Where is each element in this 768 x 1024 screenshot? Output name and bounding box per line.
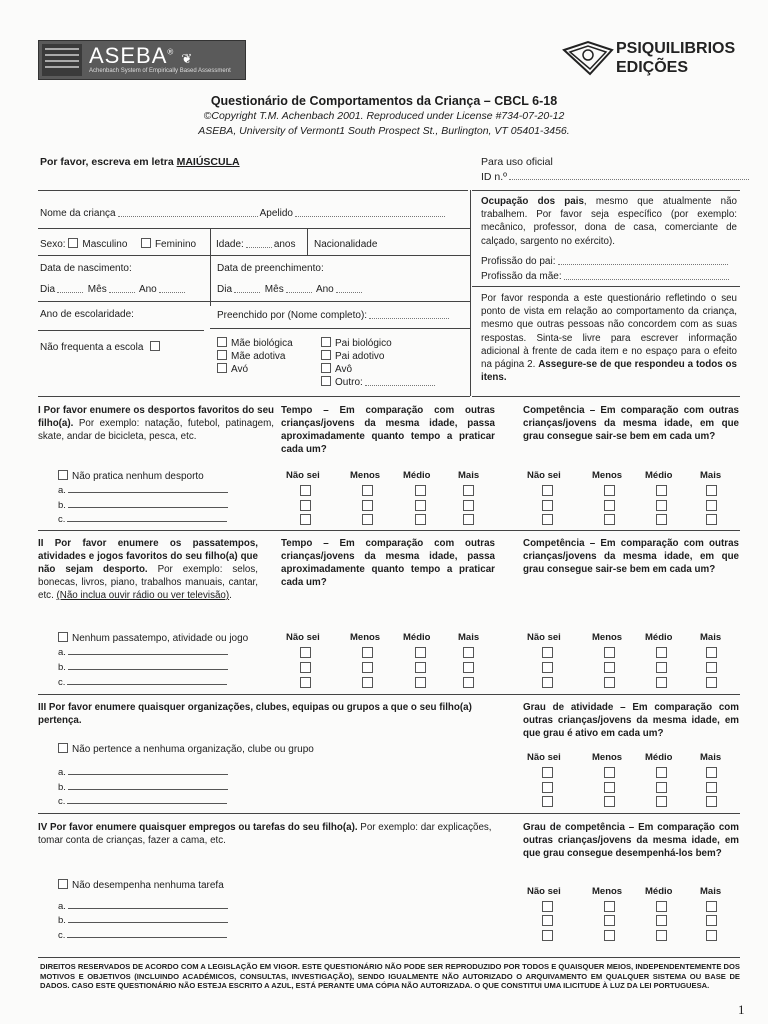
publisher-name-line2: EDIÇÕES [616, 59, 689, 76]
s3-label-dont-know: Não sei [527, 752, 561, 763]
s2-time-label-more: Mais [458, 632, 480, 643]
section-3-none-label: Não pertence a nenhuma organização, clube ou grupo [72, 744, 314, 755]
answer-instructions [481, 292, 737, 384]
section-3-none-checkbox[interactable] [58, 743, 68, 753]
section-2-question [38, 537, 258, 602]
section-2-competence-question: Competência – Em comparação com outras crianças/jovens da mesma idade, em que grau consegue sair-se bem em cada um? [523, 538, 739, 575]
section-2-item-c[interactable] [58, 677, 229, 688]
relation-right-group [321, 337, 437, 389]
s4-b-dontknow[interactable] [542, 915, 553, 926]
s2-comp-label-average: Médio [645, 632, 673, 643]
section-4-none-option [58, 879, 224, 892]
s4-b-more[interactable] [706, 915, 717, 926]
biological-mother-checkbox[interactable] [217, 337, 227, 347]
section-4-none-label: Não desempenha nenhuma tarefa [72, 880, 224, 891]
father-job-label: Profissão do pai: [481, 256, 556, 267]
section-4-competence-question: Grau de competência – Em comparação com outras crianças/jovens da mesma idade, em que grau consegue desempenhá-los bem? [523, 822, 739, 859]
other-label: Outro: [335, 377, 363, 388]
section-3-divider [38, 813, 740, 814]
nationality-field[interactable] [314, 238, 377, 251]
s4-c-dontknow[interactable] [542, 930, 553, 941]
s1-comp-a-average[interactable] [656, 485, 667, 496]
s2-comp-a-less[interactable] [604, 647, 615, 658]
s2-time-a-more[interactable] [463, 647, 474, 658]
letter-b: b. [58, 662, 66, 673]
s2-time-c-less[interactable] [362, 677, 373, 688]
s1-time-label-dont-know: Não sei [286, 470, 320, 481]
s2-comp-c-dontknow[interactable] [542, 677, 553, 688]
biological-father-checkbox[interactable] [321, 337, 331, 347]
s1-comp-label-less: Menos [592, 470, 623, 481]
s1-comp-b-dontknow[interactable] [542, 500, 553, 511]
nationality-label: Nacionalidade [314, 239, 378, 250]
form-column-divider [470, 190, 471, 396]
other-checkbox[interactable] [321, 376, 331, 386]
section-1-item-a[interactable] [58, 485, 230, 496]
s2-time-a-dontknow[interactable] [300, 647, 311, 658]
s3-a-average[interactable] [656, 767, 667, 778]
birth-month-label: Mês [87, 284, 107, 295]
section-4-none-checkbox[interactable] [58, 879, 68, 889]
s4-label-average: Médio [645, 886, 673, 897]
instructions-text: Por favor responda a este questionário refletindo o seu ponto de vista em relação ao comportamento da criança, mesmo que outras pessoas não concordem com as suas respostas. Sinta-se livre para escrever informação adicional à frente de cada item e no espaço para o efeito na página 2. [481, 293, 737, 371]
letter-a: a. [58, 901, 66, 912]
child-name-field[interactable] [40, 207, 447, 220]
s3-b-more[interactable] [706, 782, 717, 793]
s1-time-c-less[interactable] [362, 514, 373, 525]
s1-time-a-average[interactable] [415, 485, 426, 496]
capital-letters-instruction [40, 156, 240, 168]
s1-time-b-dontknow[interactable] [300, 500, 311, 511]
adoptive-father-label: Pai adotivo [335, 351, 385, 362]
s1-time-label-average: Médio [403, 470, 431, 481]
grandmother-checkbox[interactable] [217, 363, 227, 373]
s4-c-average[interactable] [656, 930, 667, 941]
not-school-label: Não frequenta a escola [40, 342, 144, 353]
s1-time-b-average[interactable] [415, 500, 426, 511]
form-bottom-rule [38, 396, 470, 397]
section-1-none-label: Não pratica nenhum desporto [72, 471, 204, 482]
filled-by-label: Preenchido por (Nome completo): [217, 310, 368, 321]
instruction-caps: MAIÚSCULA [176, 156, 240, 168]
section-4-question [38, 821, 498, 847]
s1-comp-label-average: Médio [645, 470, 673, 481]
male-label: Masculino [82, 239, 128, 250]
section-3-activity-question: Grau de atividade – Em comparação com outras crianças/jovens da mesma idade, em que grau é ativo em cada um? [523, 702, 739, 739]
s2-time-b-less[interactable] [362, 662, 373, 673]
aseba-logo [38, 40, 246, 80]
s2-time-c-dontknow[interactable] [300, 677, 311, 688]
s1-comp-a-dontknow[interactable] [542, 485, 553, 496]
instruction-prefix: Por favor, escreva em letra [40, 156, 177, 168]
adoptive-mother-checkbox[interactable] [217, 350, 227, 360]
school-year-line[interactable] [38, 330, 204, 331]
section-4-item-a[interactable] [58, 901, 230, 912]
s3-b-dontknow[interactable] [542, 782, 553, 793]
sex-label: Sexo: [40, 239, 66, 250]
fill-date-field[interactable] [217, 283, 364, 296]
fill-month-label: Mês [264, 284, 284, 295]
relation-left-group [217, 337, 293, 376]
section-1-question [38, 404, 274, 443]
letter-b: b. [58, 782, 66, 793]
s4-a-more[interactable] [706, 901, 717, 912]
section-4-rest: Por exemplo: dar explicações, tomar conta de crianças, fazer a cama, etc. [38, 822, 492, 846]
section-1-item-b[interactable] [58, 500, 230, 511]
s2-comp-a-dontknow[interactable] [542, 647, 553, 658]
official-use-label: Para uso oficial [481, 156, 553, 168]
id-field[interactable] [481, 171, 751, 183]
s1-time-c-more[interactable] [463, 514, 474, 525]
s2-comp-b-more[interactable] [706, 662, 717, 673]
section-3-item-c[interactable] [58, 796, 229, 807]
aseba-logo-text: ASEBA [89, 43, 168, 68]
s2-time-c-more[interactable] [463, 677, 474, 688]
s3-label-average: Médio [645, 752, 673, 763]
s2-comp-label-dont-know: Não sei [527, 632, 561, 643]
s4-a-less[interactable] [604, 901, 615, 912]
s3-b-average[interactable] [656, 782, 667, 793]
s4-b-average[interactable] [656, 915, 667, 926]
section-4-item-b[interactable] [58, 915, 230, 926]
section-2-underlined: (Não inclua ouvir rádio ou ver televisão) [56, 590, 230, 601]
letter-a: a. [58, 647, 66, 658]
female-label: Feminino [154, 239, 197, 250]
s2-time-a-average[interactable] [415, 647, 426, 658]
section-2-end: . [229, 590, 232, 601]
letter-a: a. [58, 767, 66, 778]
section-3-question: III Por favor enumere quaisquer organizações, clubes, equipas ou grupos a que o seu filho(a) pertença. [38, 702, 472, 726]
fill-day-label: Dia [217, 284, 233, 295]
s3-c-dontknow[interactable] [542, 796, 553, 807]
section-1-item-c[interactable] [58, 514, 229, 525]
s2-time-b-more[interactable] [463, 662, 474, 673]
s3-c-less[interactable] [604, 796, 615, 807]
section-3-none-option [58, 743, 314, 756]
s1-comp-label-dont-know: Não sei [527, 470, 561, 481]
section-1-bold: I Por favor enumere os desportos favoritos do seu filho(a). [38, 405, 274, 429]
s1-time-a-more[interactable] [463, 485, 474, 496]
child-name-label: Nome da criança [40, 208, 116, 219]
registered-mark: ® [167, 47, 175, 57]
section-4-item-c[interactable] [58, 930, 229, 941]
age-label: Idade: [216, 239, 244, 250]
s4-c-more[interactable] [706, 930, 717, 941]
letter-c: c. [58, 930, 66, 941]
s1-comp-c-dontknow[interactable] [542, 514, 553, 525]
s2-comp-c-less[interactable] [604, 677, 615, 688]
s2-comp-label-more: Mais [700, 632, 722, 643]
female-checkbox[interactable] [141, 238, 151, 248]
publisher-name-line1: PSIQUILIBRIOS [616, 40, 736, 57]
section-4-bold: IV Por favor enumere quaisquer empregos ou tarefas do seu filho(a). [38, 822, 358, 833]
s2-comp-b-dontknow[interactable] [542, 662, 553, 673]
id-label: ID n.º [481, 171, 508, 183]
s1-time-label-more: Mais [458, 470, 480, 481]
adoptive-mother-label: Mãe adotiva [231, 351, 286, 362]
s1-time-a-less[interactable] [362, 485, 373, 496]
page-number: 1 [738, 1002, 745, 1017]
father-job-field[interactable] [481, 255, 730, 268]
s4-c-less[interactable] [604, 930, 615, 941]
letter-b: b. [58, 915, 66, 926]
s2-time-b-average[interactable] [415, 662, 426, 673]
section-2-bold: II Por favor enumere os passatempos, atividades e jogos favoritos do seu filho(a) que não sejam desporto. [38, 538, 258, 575]
filled-by-field[interactable] [217, 309, 451, 322]
section-2-item-b[interactable] [58, 662, 230, 673]
section-1-competence-question: Competência – Em comparação com outras crianças/jovens da mesma idade, em que grau consegue sair-se bem em cada um? [523, 405, 739, 442]
surname-label: Apelido [259, 208, 293, 219]
instructions-bold: Assegure-se de que respondeu a todos os itens. [481, 359, 737, 384]
s2-comp-a-average[interactable] [656, 647, 667, 658]
s1-comp-b-more[interactable] [706, 500, 717, 511]
s1-time-c-dontknow[interactable] [300, 514, 311, 525]
s3-a-more[interactable] [706, 767, 717, 778]
form-title: Questionário de Comportamentos da Criança – CBCL 6-18 [210, 94, 558, 108]
biological-father-label: Pai biológico [335, 338, 392, 349]
biological-mother-label: Mãe biológica [231, 338, 293, 349]
s3-label-more: Mais [700, 752, 722, 763]
form-top-rule [38, 190, 468, 191]
not-school-field [40, 341, 164, 354]
s1-time-b-less[interactable] [362, 500, 373, 511]
section-1-divider [38, 530, 740, 531]
s4-label-dont-know: Não sei [527, 886, 561, 897]
birth-date-field[interactable] [40, 283, 187, 296]
footer-rule [38, 957, 740, 958]
s2-time-label-average: Médio [403, 632, 431, 643]
school-year-label: Ano de escolaridade: [40, 309, 134, 320]
s2-time-b-dontknow[interactable] [300, 662, 311, 673]
s2-comp-b-average[interactable] [656, 662, 667, 673]
parents-occupation-block [481, 195, 737, 248]
s2-comp-b-less[interactable] [604, 662, 615, 673]
fill-year-label: Ano [315, 284, 334, 295]
years-label: anos [273, 239, 296, 250]
section-2-divider [38, 694, 740, 695]
birth-year-label: Ano [138, 284, 157, 295]
sex-field [40, 238, 196, 251]
aseba-logo-side-block [42, 44, 82, 76]
s3-label-less: Menos [592, 752, 623, 763]
s2-comp-label-less: Menos [592, 632, 623, 643]
mother-job-label: Profissão da mãe: [481, 271, 562, 282]
s1-time-a-dontknow[interactable] [300, 485, 311, 496]
letter-a: a. [58, 485, 66, 496]
s3-b-less[interactable] [604, 782, 615, 793]
section-2-none-checkbox[interactable] [58, 632, 68, 642]
s3-c-average[interactable] [656, 796, 667, 807]
occupation-text: , mesmo que atualmente não trabalhem. Por favor seja específico (por exemplo: mecânico, professor, dona de casa, comerciante de calçado, sargento no exército). [481, 196, 737, 247]
section-2-none-option [58, 632, 248, 645]
occupation-title: Ocupação dos pais [481, 196, 584, 207]
s1-time-c-average[interactable] [415, 514, 426, 525]
s2-comp-c-average[interactable] [656, 677, 667, 688]
section-2-time-question: Tempo – Em comparação com outras crianças/jovens da mesma idade, passa aproximadamente quanto tempo a praticar cada um? [281, 538, 495, 588]
section-1-rest: Por exemplo: natação, futebol, patinagem, skate, andar de bicicleta, pesca, etc. [38, 418, 274, 442]
letter-c: c. [58, 677, 66, 688]
grandfather-checkbox[interactable] [321, 363, 331, 373]
s1-comp-b-average[interactable] [656, 500, 667, 511]
not-school-checkbox[interactable] [150, 341, 160, 351]
section-1-time-question: Tempo – Em comparação com outras crianças/jovens da mesma idade, passa aproximadamente quanto tempo a praticar cada um? [281, 405, 495, 455]
s1-comp-c-less[interactable] [604, 514, 615, 525]
s1-comp-c-more[interactable] [706, 514, 717, 525]
s4-a-average[interactable] [656, 901, 667, 912]
s2-time-label-less: Menos [350, 632, 381, 643]
s4-label-less: Menos [592, 886, 623, 897]
s2-time-label-dont-know: Não sei [286, 632, 320, 643]
s1-comp-b-less[interactable] [604, 500, 615, 511]
section-3-item-b[interactable] [58, 782, 230, 793]
s1-comp-a-more[interactable] [706, 485, 717, 496]
s2-time-a-less[interactable] [362, 647, 373, 658]
s2-comp-a-more[interactable] [706, 647, 717, 658]
s3-c-more[interactable] [706, 796, 717, 807]
leaf-icon: ❦ [181, 51, 194, 66]
section-1-none-option [58, 470, 204, 483]
fill-date-label: Data de preenchimento: [217, 263, 324, 274]
s3-a-dontknow[interactable] [542, 767, 553, 778]
s2-time-c-average[interactable] [415, 677, 426, 688]
letter-b: b. [58, 500, 66, 511]
s1-time-label-less: Menos [350, 470, 381, 481]
s3-a-less[interactable] [604, 767, 615, 778]
publisher-emblem-icon [560, 38, 616, 78]
address-line: ASEBA, University of Vermont1 South Prospect St., Burlington, VT 05401-3456. [198, 125, 570, 137]
s4-a-dontknow[interactable] [542, 901, 553, 912]
age-field[interactable] [216, 238, 296, 251]
copyright-line: ©Copyright T.M. Achenbach 2001. Reproduced under License #734-07-20-12 [203, 110, 565, 122]
s1-comp-a-less[interactable] [604, 485, 615, 496]
section-1-none-checkbox[interactable] [58, 470, 68, 480]
section-2-item-a[interactable] [58, 647, 230, 658]
male-checkbox[interactable] [68, 238, 78, 248]
birth-day-label: Dia [40, 284, 56, 295]
s1-comp-c-average[interactable] [656, 514, 667, 525]
s4-label-more: Mais [700, 886, 722, 897]
s1-comp-label-more: Mais [700, 470, 722, 481]
section-2-none-label: Nenhum passatempo, atividade ou jogo [72, 633, 249, 644]
section-2-rest: Por exemplo: selos, bonecas, livros, piano, trabalhos manuais, cantar, etc. [38, 564, 258, 601]
letter-c: c. [58, 514, 66, 525]
mother-job-field[interactable] [481, 270, 731, 283]
adoptive-father-checkbox[interactable] [321, 350, 331, 360]
publisher-logo [560, 38, 740, 82]
aseba-logo-tagline: Achenbach System of Empirically Based Assessment [89, 68, 231, 74]
s1-time-b-more[interactable] [463, 500, 474, 511]
birth-date-label: Data de nascimento: [40, 263, 132, 274]
section-3-item-a[interactable] [58, 767, 230, 778]
letter-c: c. [58, 796, 66, 807]
s4-b-less[interactable] [604, 915, 615, 926]
grandmother-label: Avó [231, 364, 249, 375]
s2-comp-c-more[interactable] [706, 677, 717, 688]
grandfather-label: Avô [335, 364, 353, 375]
copyright-notice: DIREITOS RESERVADOS DE ACORDO COM A LEGISLAÇÃO EM VIGOR. ESTE QUESTIONÁRIO NÃO PODE SER REPRODUZIDO POR TODOS E QUAISQUER MEIOS, INDEPENDENTEMENTE DOS MOTIVOS E OBJETIVOS (INCLUINDO ACADÉMICOS, CONSULTAS, INVESTIGAÇÃO), SENDO IGUALMENTE NÃO AUTORIZADO O ARQUIVAMENTO EM QUALQUER SISTEMA OU BASE DE DADOS. CASO ESTE QUESTIONÁRIO NÃO ESTEJA ESCRITO A AZUL, ESTÁ PERANTE UMA CÓPIA NÃO AUTORIZADA. O QUE CONSTITUI UMA ILICITUDE À LUZ DA LEI PORTUGUESA. [40, 962, 740, 991]
